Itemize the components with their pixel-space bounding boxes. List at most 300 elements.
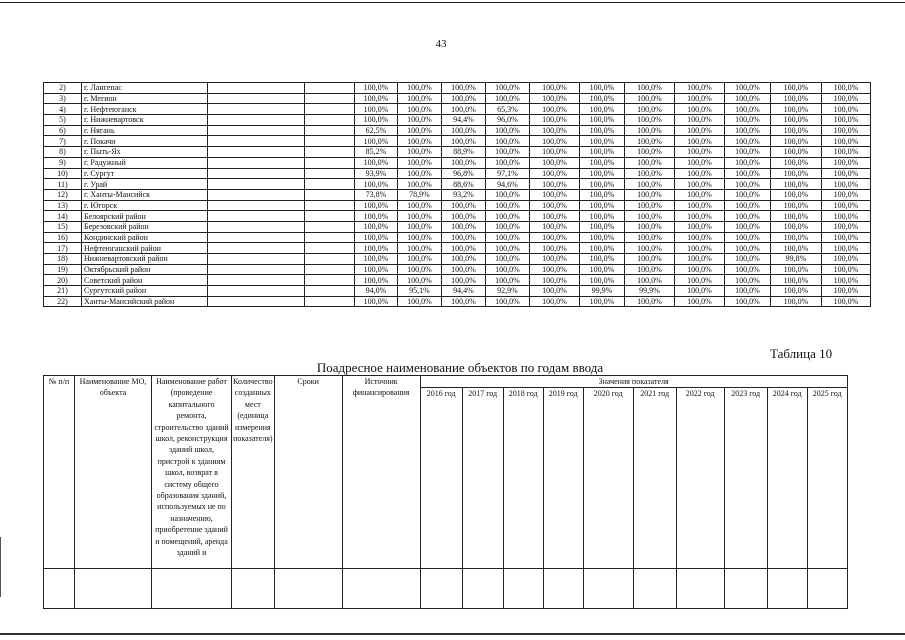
empty-cell bbox=[208, 93, 305, 104]
municipality-name: Нижневартовский район bbox=[82, 254, 208, 265]
empty-cell bbox=[208, 136, 305, 147]
empty-cell bbox=[305, 104, 355, 115]
table-row bbox=[44, 136, 871, 147]
municipality-name: Ханты-Мансийский район bbox=[82, 296, 208, 307]
value-cell: 100,0% bbox=[355, 136, 398, 147]
empty-cell bbox=[208, 254, 305, 265]
value-cell: 100,0% bbox=[486, 232, 530, 243]
value-cell: 100,0% bbox=[771, 115, 822, 126]
table-row bbox=[44, 243, 871, 254]
empty-cell bbox=[208, 221, 305, 232]
value-cell: 100,0% bbox=[675, 221, 725, 232]
empty-cell bbox=[305, 275, 355, 286]
value-cell: 100,0% bbox=[771, 157, 822, 168]
value-cell: 100,0% bbox=[530, 125, 580, 136]
table-row bbox=[44, 189, 871, 200]
value-cell: 100,0% bbox=[530, 147, 580, 158]
empty-cell bbox=[274, 569, 342, 609]
value-cell: 100,0% bbox=[822, 179, 871, 190]
value-cell: 100,0% bbox=[530, 254, 580, 265]
value-cell: 100,0% bbox=[355, 254, 398, 265]
value-cell: 100,0% bbox=[725, 179, 771, 190]
empty-cell bbox=[208, 179, 305, 190]
value-cell: 100,0% bbox=[771, 275, 822, 286]
table-title: Поадресное наименование объектов по годам ввода bbox=[316, 360, 604, 375]
value-cell: 100,0% bbox=[486, 296, 530, 307]
value-cell: 100,0% bbox=[822, 157, 871, 168]
value-cell: 62,5% bbox=[355, 125, 398, 136]
header-mo-name: Наименование МО, объекта bbox=[75, 376, 152, 569]
empty-cell bbox=[767, 569, 807, 609]
value-cell: 100,0% bbox=[486, 136, 530, 147]
value-cell: 100,0% bbox=[580, 200, 625, 211]
value-cell: 100,0% bbox=[398, 254, 442, 265]
empty-cell bbox=[208, 296, 305, 307]
value-cell: 100,0% bbox=[398, 200, 442, 211]
value-cell: 100,0% bbox=[771, 264, 822, 275]
value-cell: 100,0% bbox=[530, 168, 580, 179]
value-cell: 100,0% bbox=[625, 104, 675, 115]
row-number: 18) bbox=[44, 254, 82, 265]
value-cell: 100,0% bbox=[442, 243, 486, 254]
table-row bbox=[44, 296, 871, 307]
value-cell: 100,0% bbox=[580, 232, 625, 243]
empty-cell bbox=[305, 200, 355, 211]
value-cell: 100,0% bbox=[580, 275, 625, 286]
empty-cell bbox=[305, 232, 355, 243]
value-cell: 100,0% bbox=[771, 211, 822, 222]
row-number: 16) bbox=[44, 232, 82, 243]
row-number: 6) bbox=[44, 125, 82, 136]
value-cell: 100,0% bbox=[675, 93, 725, 104]
value-cell: 100,0% bbox=[771, 179, 822, 190]
value-cell: 100,0% bbox=[398, 264, 442, 275]
value-cell: 100,0% bbox=[822, 221, 871, 232]
table-row bbox=[44, 115, 871, 126]
value-cell: 100,0% bbox=[486, 125, 530, 136]
value-cell: 100,0% bbox=[625, 275, 675, 286]
value-cell: 100,0% bbox=[725, 264, 771, 275]
value-cell: 100,0% bbox=[580, 168, 625, 179]
empty-cell bbox=[75, 569, 152, 609]
value-cell: 100,0% bbox=[625, 232, 675, 243]
value-cell: 100,0% bbox=[822, 232, 871, 243]
value-cell: 100,0% bbox=[675, 254, 725, 265]
value-cell: 94,6% bbox=[486, 179, 530, 190]
empty-cell bbox=[305, 147, 355, 158]
value-cell: 100,0% bbox=[625, 296, 675, 307]
value-cell: 100,0% bbox=[625, 136, 675, 147]
value-cell: 100,0% bbox=[675, 83, 725, 94]
municipality-name: г. Ханты-Мансийск bbox=[82, 189, 208, 200]
municipality-name: г. Пыть-Ях bbox=[82, 147, 208, 158]
value-cell: 100,0% bbox=[771, 243, 822, 254]
value-cell: 78,9% bbox=[398, 189, 442, 200]
value-cell: 100,0% bbox=[771, 200, 822, 211]
value-cell: 100,0% bbox=[442, 221, 486, 232]
value-cell: 100,0% bbox=[442, 83, 486, 94]
header-year-2021: 2021 год bbox=[633, 388, 676, 569]
value-cell: 65,3% bbox=[486, 104, 530, 115]
value-cell: 100,0% bbox=[580, 221, 625, 232]
margin-mark bbox=[0, 537, 4, 597]
empty-cell bbox=[305, 136, 355, 147]
value-cell: 100,0% bbox=[725, 200, 771, 211]
empty-cell bbox=[305, 254, 355, 265]
value-cell: 100,0% bbox=[725, 125, 771, 136]
municipality-name: Кондинский район bbox=[82, 232, 208, 243]
value-cell: 99,8% bbox=[771, 254, 822, 265]
table-label: Таблица 10 bbox=[770, 346, 833, 361]
header-year-2016: 2016 год bbox=[420, 388, 462, 569]
value-cell: 100,0% bbox=[442, 157, 486, 168]
value-cell: 100,0% bbox=[486, 264, 530, 275]
table-row bbox=[44, 211, 871, 222]
value-cell: 100,0% bbox=[580, 179, 625, 190]
municipality-name: г. Урай bbox=[82, 179, 208, 190]
value-cell: 100,0% bbox=[822, 264, 871, 275]
empty-cell bbox=[305, 168, 355, 179]
value-cell: 100,0% bbox=[398, 125, 442, 136]
value-cell: 100,0% bbox=[822, 115, 871, 126]
table-row bbox=[44, 221, 871, 232]
value-cell: 100,0% bbox=[530, 221, 580, 232]
value-cell: 100,0% bbox=[771, 189, 822, 200]
value-cell: 100,0% bbox=[675, 168, 725, 179]
value-cell: 100,0% bbox=[530, 200, 580, 211]
value-cell: 100,0% bbox=[675, 189, 725, 200]
value-cell: 100,0% bbox=[771, 232, 822, 243]
value-cell: 100,0% bbox=[355, 115, 398, 126]
value-cell: 100,0% bbox=[822, 286, 871, 297]
value-cell: 100,0% bbox=[725, 296, 771, 307]
empty-cell bbox=[305, 221, 355, 232]
table-row bbox=[44, 125, 871, 136]
empty-cell bbox=[208, 200, 305, 211]
value-cell: 100,0% bbox=[486, 254, 530, 265]
value-cell: 99,9% bbox=[625, 286, 675, 297]
value-cell: 100,0% bbox=[398, 147, 442, 158]
value-cell: 100,0% bbox=[625, 254, 675, 265]
value-cell: 100,0% bbox=[398, 157, 442, 168]
value-cell: 100,0% bbox=[822, 254, 871, 265]
value-cell: 100,0% bbox=[398, 179, 442, 190]
value-cell: 100,0% bbox=[725, 286, 771, 297]
municipality-name: г. Мегион bbox=[82, 93, 208, 104]
value-cell: 93,2% bbox=[442, 189, 486, 200]
value-cell: 100,0% bbox=[675, 179, 725, 190]
objects-by-year-table bbox=[43, 375, 848, 609]
value-cell: 100,0% bbox=[530, 211, 580, 222]
value-cell: 100,0% bbox=[442, 296, 486, 307]
value-cell: 100,0% bbox=[625, 221, 675, 232]
value-cell: 100,0% bbox=[822, 243, 871, 254]
value-cell: 100,0% bbox=[771, 221, 822, 232]
value-cell: 100,0% bbox=[822, 275, 871, 286]
row-number: 21) bbox=[44, 286, 82, 297]
value-cell: 100,0% bbox=[675, 104, 725, 115]
municipality-name: г. Сургут bbox=[82, 168, 208, 179]
value-cell: 100,0% bbox=[442, 93, 486, 104]
value-cell: 100,0% bbox=[442, 254, 486, 265]
value-cell: 100,0% bbox=[442, 275, 486, 286]
value-cell: 100,0% bbox=[486, 211, 530, 222]
value-cell: 100,0% bbox=[398, 168, 442, 179]
row-number: 5) bbox=[44, 115, 82, 126]
value-cell: 100,0% bbox=[355, 221, 398, 232]
value-cell: 100,0% bbox=[725, 275, 771, 286]
value-cell: 100,0% bbox=[822, 136, 871, 147]
table-row bbox=[44, 168, 871, 179]
table-row bbox=[44, 83, 871, 94]
value-cell: 100,0% bbox=[822, 296, 871, 307]
municipality-name: г. Покачи bbox=[82, 136, 208, 147]
municipality-name: г. Нефтеюганск bbox=[82, 104, 208, 115]
value-cell: 100,0% bbox=[675, 232, 725, 243]
value-cell: 100,0% bbox=[725, 147, 771, 158]
empty-cell bbox=[208, 286, 305, 297]
value-cell: 100,0% bbox=[398, 115, 442, 126]
value-cell: 100,0% bbox=[725, 221, 771, 232]
value-cell: 100,0% bbox=[355, 243, 398, 254]
empty-cell bbox=[208, 168, 305, 179]
row-number: 8) bbox=[44, 147, 82, 158]
value-cell: 100,0% bbox=[822, 83, 871, 94]
row-number: 13) bbox=[44, 200, 82, 211]
value-cell: 100,0% bbox=[625, 83, 675, 94]
value-cell: 100,0% bbox=[725, 254, 771, 265]
value-cell: 100,0% bbox=[822, 168, 871, 179]
value-cell: 100,0% bbox=[442, 264, 486, 275]
empty-cell bbox=[44, 569, 75, 609]
value-cell: 100,0% bbox=[580, 211, 625, 222]
value-cell: 100,0% bbox=[530, 115, 580, 126]
value-cell: 100,0% bbox=[530, 157, 580, 168]
value-cell: 88,9% bbox=[442, 147, 486, 158]
empty-cell bbox=[807, 569, 847, 609]
value-cell: 100,0% bbox=[355, 264, 398, 275]
value-cell: 100,0% bbox=[822, 147, 871, 158]
empty-cell bbox=[208, 104, 305, 115]
value-cell: 100,0% bbox=[625, 189, 675, 200]
value-cell: 100,0% bbox=[580, 125, 625, 136]
empty-cell bbox=[208, 125, 305, 136]
row-number: 22) bbox=[44, 296, 82, 307]
header-year-2019: 2019 год bbox=[543, 388, 583, 569]
value-cell: 100,0% bbox=[580, 243, 625, 254]
value-cell: 100,0% bbox=[675, 264, 725, 275]
value-cell: 100,0% bbox=[486, 157, 530, 168]
value-cell: 100,0% bbox=[486, 200, 530, 211]
value-cell: 100,0% bbox=[822, 125, 871, 136]
value-cell: 100,0% bbox=[822, 211, 871, 222]
value-cell: 100,0% bbox=[398, 296, 442, 307]
value-cell: 94,0% bbox=[355, 286, 398, 297]
value-cell: 99,9% bbox=[580, 286, 625, 297]
value-cell: 100,0% bbox=[398, 83, 442, 94]
empty-cell bbox=[208, 264, 305, 275]
value-cell: 100,0% bbox=[486, 221, 530, 232]
empty-cell bbox=[633, 569, 676, 609]
header-works: Наименование работ (проведение капитального ремонта, строительство зданий школ, реконструкция зданий школ, пристрой к зданиям школ, возврат в систему общего образования зданий, используемых не по назначению, приобретение зданий и помещений, аренда зданий и bbox=[152, 376, 232, 569]
value-cell: 100,0% bbox=[355, 275, 398, 286]
value-cell: 100,0% bbox=[675, 147, 725, 158]
empty-cell bbox=[208, 275, 305, 286]
value-cell: 100,0% bbox=[675, 296, 725, 307]
value-cell: 100,0% bbox=[725, 93, 771, 104]
table-row bbox=[44, 147, 871, 158]
value-cell: 100,0% bbox=[580, 136, 625, 147]
empty-cell bbox=[543, 569, 583, 609]
value-cell: 100,0% bbox=[725, 211, 771, 222]
value-cell: 100,0% bbox=[530, 179, 580, 190]
value-cell: 100,0% bbox=[822, 93, 871, 104]
empty-cell bbox=[232, 569, 275, 609]
value-cell: 93,9% bbox=[355, 168, 398, 179]
value-cell: 100,0% bbox=[725, 232, 771, 243]
table-row bbox=[44, 93, 871, 104]
value-cell: 100,0% bbox=[822, 200, 871, 211]
value-cell: 100,0% bbox=[675, 115, 725, 126]
row-number: 2) bbox=[44, 83, 82, 94]
table-row bbox=[44, 200, 871, 211]
value-cell: 100,0% bbox=[625, 264, 675, 275]
header-year-2025: 2025 год bbox=[807, 388, 847, 569]
value-cell: 100,0% bbox=[530, 232, 580, 243]
empty-cell bbox=[305, 83, 355, 94]
value-cell: 100,0% bbox=[355, 104, 398, 115]
value-cell: 100,0% bbox=[486, 93, 530, 104]
municipality-name: г. Нягань bbox=[82, 125, 208, 136]
table-row bbox=[44, 286, 871, 297]
value-cell: 100,0% bbox=[580, 147, 625, 158]
value-cell: 100,0% bbox=[398, 93, 442, 104]
value-cell: 73,8% bbox=[355, 189, 398, 200]
header-year-2022: 2022 год bbox=[676, 388, 724, 569]
value-cell: 100,0% bbox=[771, 83, 822, 94]
bottom-border-line bbox=[0, 633, 905, 635]
municipality-name: Белоярский район bbox=[82, 211, 208, 222]
value-cell: 100,0% bbox=[625, 115, 675, 126]
value-cell: 100,0% bbox=[530, 93, 580, 104]
value-cell: 100,0% bbox=[675, 275, 725, 286]
empty-cell bbox=[208, 83, 305, 94]
header-places-count: Количество созданных мест (единица измерения показателя) bbox=[232, 376, 275, 569]
value-cell: 100,0% bbox=[442, 136, 486, 147]
value-cell: 100,0% bbox=[771, 104, 822, 115]
value-cell: 95,1% bbox=[398, 286, 442, 297]
value-cell: 100,0% bbox=[771, 168, 822, 179]
empty-cell bbox=[305, 243, 355, 254]
empty-cell bbox=[305, 264, 355, 275]
value-cell: 100,0% bbox=[442, 104, 486, 115]
value-cell: 100,0% bbox=[530, 243, 580, 254]
value-cell: 92,9% bbox=[486, 286, 530, 297]
value-cell: 94,4% bbox=[442, 286, 486, 297]
value-cell: 88,6% bbox=[442, 179, 486, 190]
table-row bbox=[44, 179, 871, 190]
value-cell: 96,8% bbox=[442, 168, 486, 179]
value-cell: 100,0% bbox=[530, 189, 580, 200]
value-cell: 94,4% bbox=[442, 115, 486, 126]
value-cell: 100,0% bbox=[530, 136, 580, 147]
value-cell: 100,0% bbox=[580, 189, 625, 200]
value-cell: 100,0% bbox=[625, 93, 675, 104]
value-cell: 100,0% bbox=[625, 168, 675, 179]
value-cell: 100,0% bbox=[725, 104, 771, 115]
empty-cell bbox=[305, 93, 355, 104]
value-cell: 100,0% bbox=[725, 157, 771, 168]
row-number: 15) bbox=[44, 221, 82, 232]
value-cell: 100,0% bbox=[530, 264, 580, 275]
value-cell: 100,0% bbox=[355, 296, 398, 307]
empty-cell bbox=[305, 157, 355, 168]
value-cell: 100,0% bbox=[725, 136, 771, 147]
value-cell: 100,0% bbox=[486, 147, 530, 158]
empty-cell bbox=[208, 232, 305, 243]
value-cell: 100,0% bbox=[398, 136, 442, 147]
row-number: 17) bbox=[44, 243, 82, 254]
value-cell: 100,0% bbox=[580, 93, 625, 104]
value-cell: 100,0% bbox=[625, 125, 675, 136]
value-cell: 100,0% bbox=[355, 93, 398, 104]
empty-cell bbox=[676, 569, 724, 609]
row-number: 9) bbox=[44, 157, 82, 168]
value-cell: 100,0% bbox=[822, 104, 871, 115]
value-cell: 100,0% bbox=[725, 189, 771, 200]
value-cell: 100,0% bbox=[580, 264, 625, 275]
value-cell: 100,0% bbox=[355, 200, 398, 211]
value-cell: 97,1% bbox=[486, 168, 530, 179]
empty-cell bbox=[305, 286, 355, 297]
empty-cell bbox=[208, 211, 305, 222]
table-row bbox=[44, 232, 871, 243]
municipality-name: Березовский район bbox=[82, 221, 208, 232]
value-cell: 100,0% bbox=[580, 296, 625, 307]
value-cell: 100,0% bbox=[771, 296, 822, 307]
value-cell: 100,0% bbox=[675, 243, 725, 254]
value-cell: 85,2% bbox=[355, 147, 398, 158]
row-number: 3) bbox=[44, 93, 82, 104]
municipality-name: г. Нижневартовск bbox=[82, 115, 208, 126]
empty-cell bbox=[583, 569, 633, 609]
value-cell: 100,0% bbox=[486, 275, 530, 286]
header-year-2023: 2023 год bbox=[724, 388, 767, 569]
value-cell: 100,0% bbox=[580, 104, 625, 115]
value-cell: 100,0% bbox=[580, 83, 625, 94]
empty-cell bbox=[305, 179, 355, 190]
table-row bbox=[44, 264, 871, 275]
value-cell: 100,0% bbox=[398, 232, 442, 243]
value-cell: 100,0% bbox=[771, 93, 822, 104]
value-cell: 100,0% bbox=[625, 200, 675, 211]
value-cell: 100,0% bbox=[355, 179, 398, 190]
value-cell: 100,0% bbox=[725, 168, 771, 179]
row-number: 20) bbox=[44, 275, 82, 286]
row-number: 12) bbox=[44, 189, 82, 200]
value-cell: 100,0% bbox=[355, 83, 398, 94]
value-cell: 100,0% bbox=[530, 83, 580, 94]
value-cell: 100,0% bbox=[442, 200, 486, 211]
header-terms: Сроки bbox=[274, 376, 342, 569]
header-year-2018: 2018 год bbox=[503, 388, 543, 569]
value-cell: 100,0% bbox=[442, 211, 486, 222]
value-cell: 100,0% bbox=[398, 211, 442, 222]
row-number: 4) bbox=[44, 104, 82, 115]
empty-cell bbox=[503, 569, 543, 609]
table-row bbox=[44, 275, 871, 286]
value-cell: 100,0% bbox=[355, 211, 398, 222]
